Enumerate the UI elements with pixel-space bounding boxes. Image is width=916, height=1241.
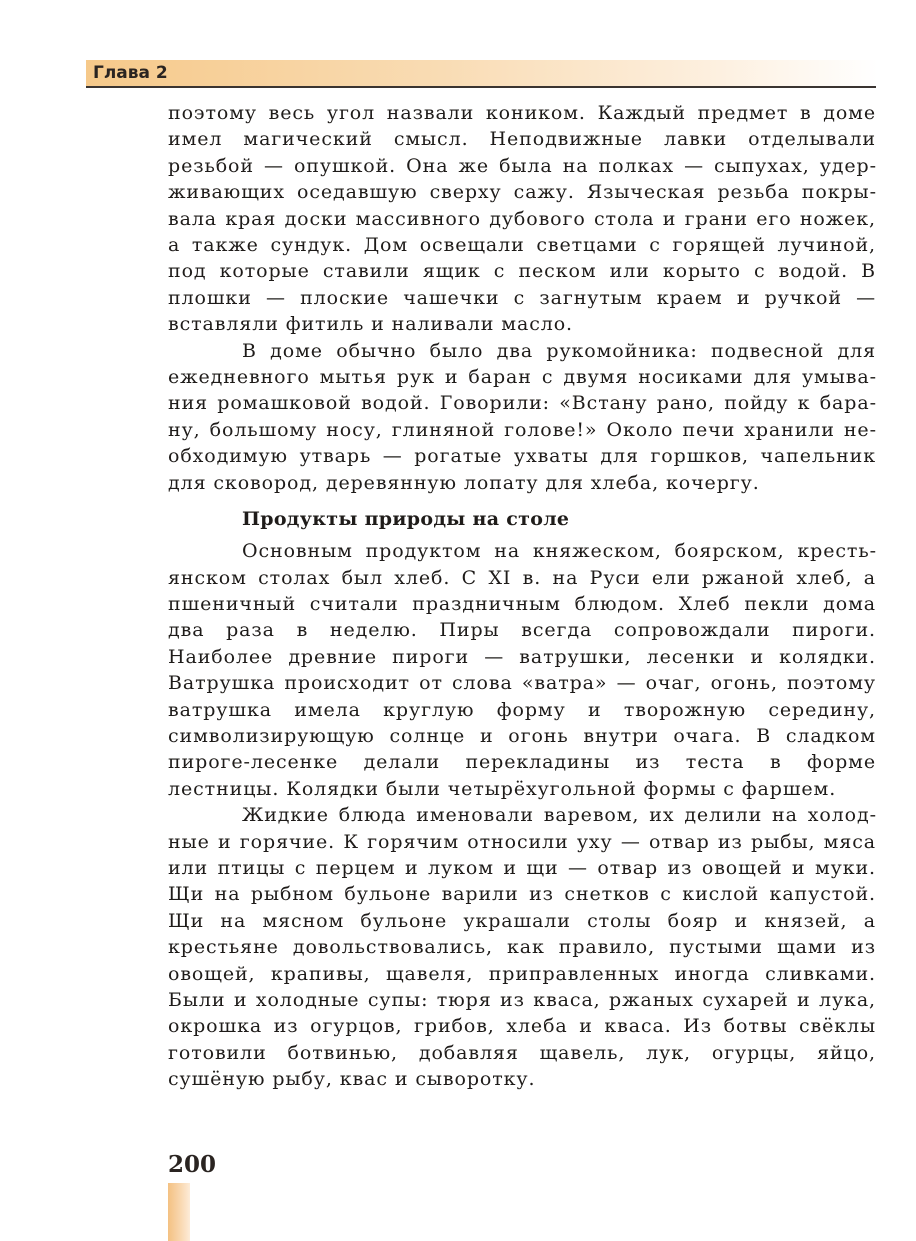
page-number: 200 (168, 1151, 217, 1178)
chapter-header-band (86, 60, 878, 86)
page-body (168, 100, 876, 1093)
paragraph-continued: поэтому весь угол назвали коником. Каждый предмет в доме имел магический смысл. Неподвижные лавки отделывали резьбой — опушкой. Она же была на полках — сыпухах, удерживающих оседавшую сверху сажу. Языческая резьба покрывала края доски массивного дубового стола и грани его ножек, а также сундук. Дом освещали светцами с горящей лучиной, под которые ставили ящик с песком или корыто с водой. В плошки — плоские чашечки с загнутым краем и ручкой — вставляли фитиль и наливали масло. (168, 102, 876, 336)
header-divider (86, 86, 876, 88)
paragraph-soups: Жидкие блюда именовали варевом, их делили на холодные и горячие. К горячим относили уху — отвар из рыбы, мяса или птицы с перцем и луком и щи — отвар из овощей и муки. Щи на рыбном бульоне варили из снетков с кислой капустой. Щи на мясном бульоне украшали столы бояр и князей, а крестьяне довольствовались, как правило, пустыми щами из овощей, крапивы, щавеля, приправленных иногда сливками. Были и холодные супы: тюря из кваса, ржаных сухарей и лука, окрошка из огурцов, грибов, хлеба и кваса. Из ботвы свёклы готовили ботвинью, добавляя щавель, лук, огурцы, яйцо, сушёную рыбу, квас и сыворотку. (168, 804, 876, 1091)
chapter-label: Глава 2 (93, 63, 168, 83)
margin-color-tab (168, 1183, 190, 1241)
section-heading: Продукты природы на столе (242, 508, 570, 531)
paragraph-bread: Основным продуктом на княжеском, боярском, крестьянском столах был хлеб. С XI в. на Руси ели ржаной хлеб, а пшеничный считали праздничным блюдом. Хлеб пекли дома два раза в неделю. Пиры всегда сопровождали пироги. Наиболее древние пироги — ватрушки, лесенки и колядки. Ватрушка происходит от слова «ватра» — очаг, огонь, поэтому ватрушка имела круглую форму и творожную середину, символизирующую солнце и огонь внутри очага. В сладком пироге-лесенке делали перекладины из теста в форме лестницы. Колядки были четырёхугольной формы с фаршем. (168, 540, 876, 800)
paragraph-washstands: В доме обычно было два рукомойника: подвесной для ежедневного мытья рук и баран с двумя носиками для умывания ромашковой водой. Говорили: «Встану рано, пойду к барану, большому носу, глиняной голове!» Около печи хранили необходимую утварь — рогатые ухваты для горшков, чапельник для сковород, деревянную лопату для хлеба, кочергу. (168, 339, 876, 494)
